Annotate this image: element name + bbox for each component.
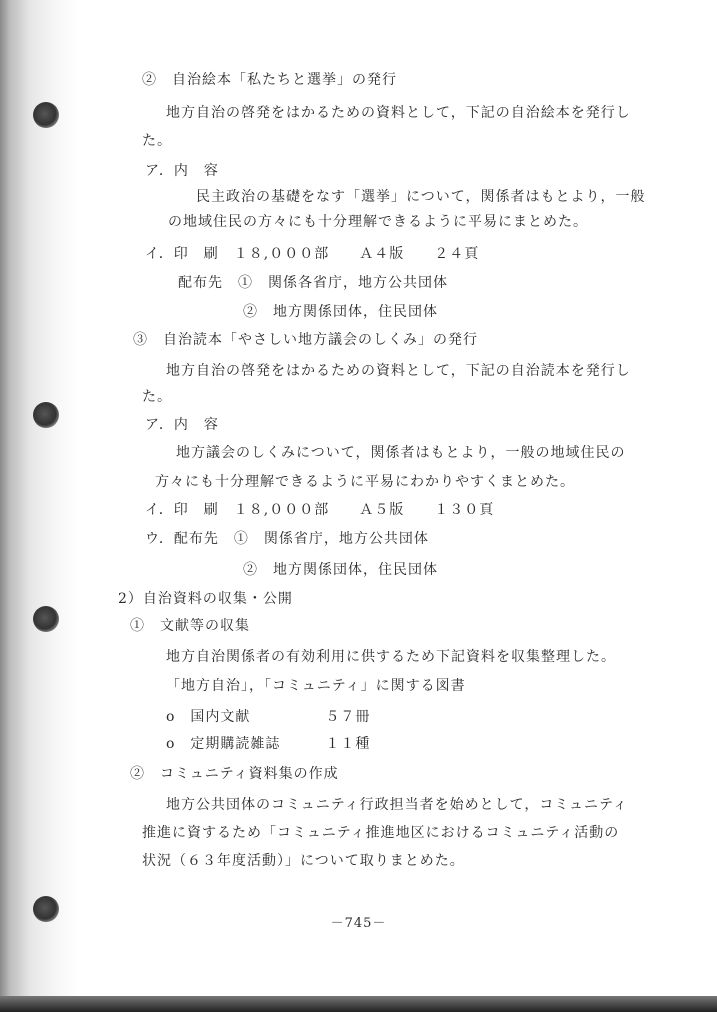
subheading-contents: ア．内 容 [145,417,219,433]
text-line: た。 [142,389,172,405]
text-line: 民主政治の基礎をなす「選挙」について，関係者はもとより，一般 [196,189,646,205]
text-line: 地方自治の啓発をはかるための資料として，下記の自治絵本を発行し [166,105,631,121]
print-info: イ．印 刷 １８,０００部 Ａ５版 １３０頁 [145,502,495,518]
list-item: o 定期購読雑誌 １１種 [166,736,371,752]
text-line: 地方議会のしくみについて，関係者はもとより，一般の地域住民の [176,445,626,461]
list-item: o 国内文献 ５７冊 [166,709,371,725]
page-number: －745－ [330,916,387,931]
text-line: 状況（６３年度活動）」について取りまとめた。 [142,853,465,869]
text-line: 方々にも十分理解できるように平易にわかりやすくまとめた。 [155,474,575,490]
distribution-line: ② 地方関係団体，住民団体 [243,562,438,578]
text-line: 地方自治関係者の有効利用に供するため下記資料を収集整理した。 [166,649,616,665]
text-line: 地方公共団体のコミュニティ行政担当者を始めとして，コミュニティ [166,797,628,813]
distribution-line: ② 地方関係団体，住民団体 [243,304,438,320]
item-2-heading: ② 自治絵本「私たちと選挙」の発行 [142,72,397,88]
text-line: 推進に資するため「コミュニティ推進地区におけるコミュニティ活動の [142,825,620,841]
distribution-line: 配布先 ① 関係各省庁，地方公共団体 [178,275,448,291]
subheading-contents: ア．内 容 [145,163,219,179]
text-line: た。 [142,133,172,149]
print-info: イ．印 刷 １８,０００部 Ａ４版 ２４頁 [145,246,480,262]
item-2b-heading: ② コミュニティ資料集の作成 [130,766,339,782]
item-1-heading: ① 文献等の収集 [130,618,250,634]
text-line: の地域住民の方々にも十分理解できるように平易にまとめた。 [168,214,588,230]
item-3-heading: ③ 自治読本「やさしい地方議会のしくみ」の発行 [133,332,478,348]
text-line: 「地方自治」，「コミュニティ」に関する図書 [166,678,466,694]
distribution-line: ウ．配布先 ① 関係省庁，地方公共団体 [145,531,429,547]
text-line: 地方自治の啓発をはかるための資料として，下記の自治読本を発行し [166,363,631,379]
section-2-heading: 2）自治資料の収集・公開 [118,591,293,607]
